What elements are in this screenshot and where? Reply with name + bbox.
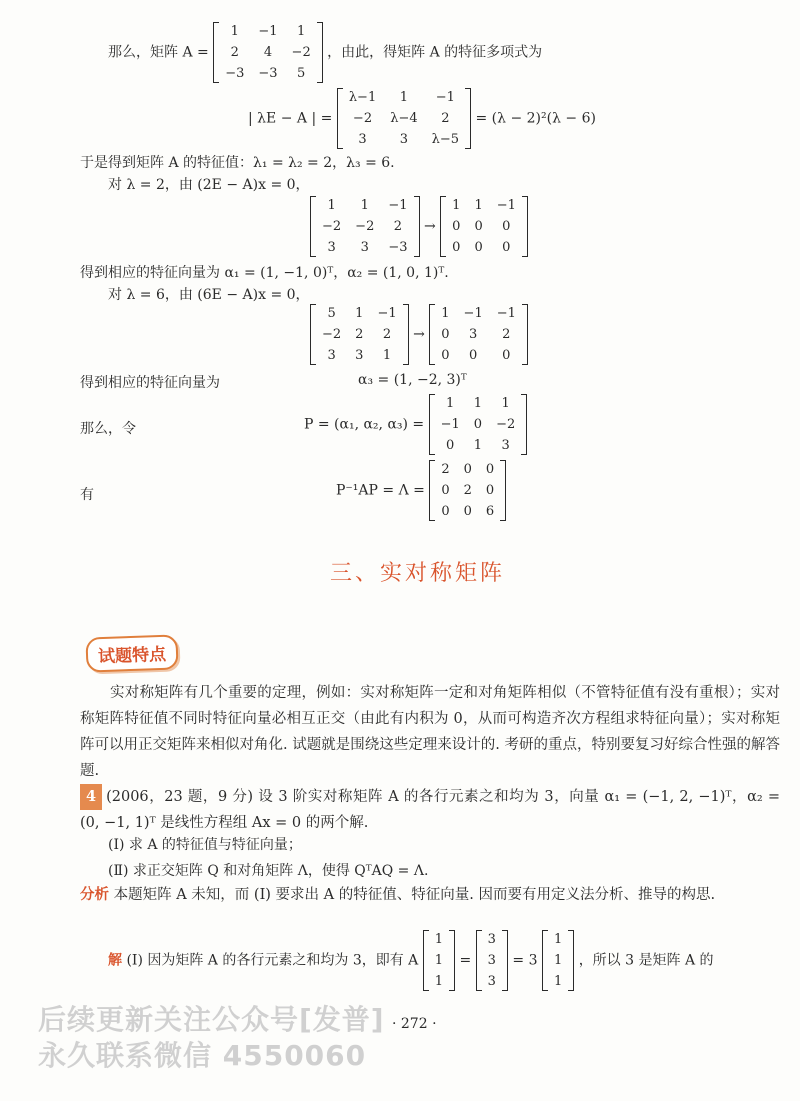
matrix-grid — [343, 88, 465, 149]
matrix-cell: 4 — [263, 45, 273, 60]
matrix-p — [429, 394, 528, 455]
matrix-cell: 1 — [327, 198, 336, 213]
matrix-cell: 3 — [487, 974, 496, 989]
matrix-cell: 6 — [485, 504, 495, 519]
matrix-cell: −2 — [322, 219, 342, 234]
matrix-cell: 1 — [360, 198, 369, 213]
p-line — [304, 394, 527, 455]
charpoly-matrix — [337, 88, 471, 149]
right-bracket — [500, 460, 506, 521]
matrix-cell: 3 — [487, 932, 496, 947]
part2: (Ⅱ) 求正交矩阵 Q 和对角矩阵 Λ，使得 QᵀAQ = Λ. — [108, 863, 429, 879]
matrix-cell: 1 — [230, 24, 239, 39]
matrix-cell: −1 — [435, 90, 455, 105]
matrix-cell: 0 — [474, 240, 483, 255]
solution-text1: (Ⅰ) 因为矩阵 A 的各行元素之和均为 3，即有 A — [126, 952, 419, 969]
equals-sign: = — [459, 952, 472, 969]
have-label: 有 — [80, 487, 94, 503]
matrix-cell: −2 — [291, 45, 311, 60]
matrix-cell: 0 — [502, 240, 511, 255]
matrix-cell: −3 — [225, 66, 245, 81]
right-bracket — [465, 88, 471, 149]
problem-number: 4 — [80, 784, 102, 810]
matrix-cell: λ−1 — [348, 90, 377, 105]
matrix-cell: 0 — [452, 240, 461, 255]
matrix-cell: 0 — [485, 462, 495, 477]
matrix-cell: 1 — [553, 932, 563, 947]
problem-text: (2006，23 题，9 分) 设 3 阶实对称矩阵 A 的各行元素之和均为 3，向量 α₁ = (−1, 2, −1)ᵀ，α₂ = (0, −1, 1)ᵀ 是线性方程组 Ax = 0 的两个解. — [80, 789, 780, 831]
matrix-cell: 0 — [502, 219, 511, 234]
matrix-cell: 2 — [382, 327, 392, 342]
matrix-cell: 3 — [358, 132, 367, 147]
matrix-cell: 0 — [441, 327, 450, 342]
matrix-cell: 1 — [434, 974, 444, 989]
arrow-icon: → — [423, 218, 436, 235]
solution-text2: ，所以 3 是矩阵 A 的 — [578, 952, 714, 969]
p-label: 那么，令 — [80, 421, 136, 437]
matrix-a — [213, 22, 323, 83]
matrix-cell: 1 — [553, 974, 563, 989]
matrix-cell: −3 — [388, 240, 408, 255]
matrix-6e — [310, 304, 409, 365]
right-bracket — [449, 930, 455, 991]
intro-paragraph: 实对称矩阵有几个重要的定理，例如：实对称矩阵一定和对角矩阵相似（不管特征值有没有重根）；实对称矩阵特征值不同时特征向量必相互正交（由此有内积为 0，从而可构造齐次方程组求特征向量）；实对称矩阵可以用正交矩阵来相似对角化. 试题就是围绕这些定理来设计的. 考研的重点，特别要复习好综合性强的解答题. — [80, 685, 780, 779]
matrix-cell: 1 — [474, 198, 483, 213]
matrix-cell: 3 — [399, 132, 409, 147]
right-bracket — [414, 196, 420, 257]
watermark-line-2: 永久联系微信 4550060 — [38, 1039, 367, 1072]
matrix-cell: 0 — [468, 348, 478, 363]
equals-three: = 3 — [512, 952, 538, 969]
page-number: · 272 · — [392, 1016, 437, 1032]
matrix-cell: 0 — [463, 504, 472, 519]
matrix-cell: 0 — [441, 504, 450, 519]
matrix-6e-reduced — [429, 304, 528, 365]
solution-label: 解 — [108, 952, 122, 969]
matrix-cell: 0 — [485, 483, 495, 498]
analysis — [80, 882, 780, 908]
matrix-cell: 0 — [441, 483, 450, 498]
matrix-grid — [482, 930, 502, 991]
pap-line — [336, 460, 506, 521]
matrix-cell: 0 — [474, 219, 483, 234]
pap-lhs: P⁻¹AP = Λ = — [336, 482, 425, 499]
matrix-cell: −1 — [496, 306, 516, 321]
lambda2-line: 对 λ = 2，由 (2E − A)x = 0， — [108, 177, 310, 193]
matrix-cell: 0 — [473, 417, 483, 432]
matrix-2e — [310, 196, 420, 257]
matrix-cell: −2 — [352, 111, 373, 126]
right-bracket — [317, 22, 323, 83]
matrix-cell: 1 — [501, 396, 510, 411]
matrix-cell: 0 — [446, 438, 455, 453]
matrix-grid — [316, 304, 403, 365]
matrix-cell: 1 — [434, 953, 444, 968]
matrix-cell: 1 — [473, 438, 483, 453]
matrix-cell: 3 — [468, 327, 478, 342]
analysis-text: 本题矩阵 A 未知，而 (Ⅰ) 要求出 A 的特征值、特征向量. 因而要有用定义法分析、推导的构思. — [113, 887, 716, 903]
right-bracket — [568, 930, 574, 991]
matrix-grid — [219, 22, 317, 83]
matrix-cell: 3 — [327, 348, 336, 363]
part1: (Ⅰ) 求 A 的特征值与特征向量； — [108, 837, 302, 853]
lambda6-line: 对 λ = 6，由 (6E − A)x = 0， — [108, 287, 310, 303]
right-bracket — [522, 196, 528, 257]
matrix-cell: 3 — [487, 953, 496, 968]
matrix-grid — [435, 394, 522, 455]
right-bracket — [522, 304, 528, 365]
matrix-cell: 2 — [441, 111, 450, 126]
arrow-icon: → — [413, 326, 425, 343]
matrix-cell: λ−5 — [431, 132, 460, 147]
matrix-a-suffix: ，由此，得矩阵 A 的特征多项式为 — [327, 44, 543, 61]
matrix-cell: −1 — [496, 198, 516, 213]
matrix-cell: 2 — [230, 45, 239, 60]
matrix-cell: λ−4 — [390, 111, 418, 126]
matrix-grid — [435, 460, 500, 521]
watermark-line-1: 后续更新关注公众号[发普] — [38, 1003, 385, 1036]
matrix-cell: 1 — [296, 24, 306, 39]
matrix-cell: 2 — [463, 483, 472, 498]
matrix-cell: −1 — [377, 306, 397, 321]
matrix-cell: 3 — [360, 240, 369, 255]
matrix-grid — [316, 196, 414, 257]
matrix-lambda — [429, 460, 506, 521]
matrix-cell: 1 — [446, 396, 455, 411]
matrix-cell: 1 — [434, 932, 444, 947]
eigen-values-line: 于是得到矩阵 A 的特征值：λ₁ = λ₂ = 2，λ₃ = 6. — [80, 155, 395, 171]
matrix-cell: −1 — [463, 306, 483, 321]
charpoly-rhs: = (λ − 2)²(λ − 6) — [475, 110, 596, 127]
matrix-cell: −1 — [388, 198, 408, 213]
matrix-cell: 1 — [553, 953, 563, 968]
vec12-line: 得到相应的特征向量为 α₁ = (1, −1, 0)ᵀ，α₂ = (1, 0, 1)ᵀ. — [80, 265, 449, 281]
column-threes — [476, 930, 508, 991]
lambda2-reduction — [310, 196, 528, 257]
matrix-cell: −1 — [440, 417, 460, 432]
matrix-cell: 2 — [502, 327, 511, 342]
section-title: 三、实对称矩阵 — [330, 561, 506, 586]
right-bracket — [403, 304, 409, 365]
matrix-cell: 1 — [452, 198, 461, 213]
charpoly-lhs: | λE − A | = — [248, 110, 333, 127]
matrix-grid — [435, 304, 522, 365]
matrix-cell: 3 — [501, 438, 510, 453]
matrix-cell: 1 — [382, 348, 392, 363]
matrix-cell: −2 — [355, 219, 375, 234]
matrix-cell: 0 — [502, 348, 511, 363]
matrix-grid — [446, 196, 522, 257]
vec3-label: 得到相应的特征向量为 — [80, 375, 220, 391]
right-bracket — [502, 930, 508, 991]
matrix-cell: 2 — [393, 219, 403, 234]
matrix-grid — [429, 930, 449, 991]
matrix-cell: 5 — [296, 66, 306, 81]
matrix-cell: −2 — [322, 327, 342, 342]
column-ones — [423, 930, 455, 991]
vec3-value: α₃ = (1, −2, 3)ᵀ — [358, 372, 467, 388]
matrix-cell: 0 — [441, 348, 450, 363]
problem-statement — [80, 784, 780, 836]
matrix-cell: 1 — [473, 396, 483, 411]
matrix-cell: −2 — [496, 417, 516, 432]
feature-tag: 试题特点 — [85, 634, 178, 672]
p-lhs: P = (α₁, α₂, α₃) = — [304, 416, 425, 433]
matrix-cell: 3 — [327, 240, 336, 255]
matrix-cell: −1 — [258, 24, 278, 39]
analysis-label: 分析 — [80, 886, 109, 903]
matrix-cell: −3 — [258, 66, 278, 81]
matrix-grid — [548, 930, 568, 991]
column-ones-2 — [542, 930, 574, 991]
matrix-a-prefix: 那么，矩阵 A = — [108, 44, 209, 61]
matrix-a-line — [108, 22, 542, 83]
lambda6-reduction — [310, 304, 528, 365]
matrix-cell: 1 — [399, 90, 409, 105]
matrix-cell: 0 — [463, 462, 472, 477]
matrix-2e-reduced — [440, 196, 528, 257]
matrix-cell: 2 — [441, 462, 450, 477]
charpoly-line — [248, 88, 596, 149]
solution-line — [108, 930, 714, 991]
matrix-cell: 3 — [355, 348, 364, 363]
matrix-cell: 1 — [355, 306, 364, 321]
matrix-cell: 5 — [327, 306, 336, 321]
matrix-cell: 0 — [452, 219, 461, 234]
matrix-cell: 2 — [355, 327, 364, 342]
matrix-cell: 1 — [441, 306, 450, 321]
right-bracket — [521, 394, 527, 455]
